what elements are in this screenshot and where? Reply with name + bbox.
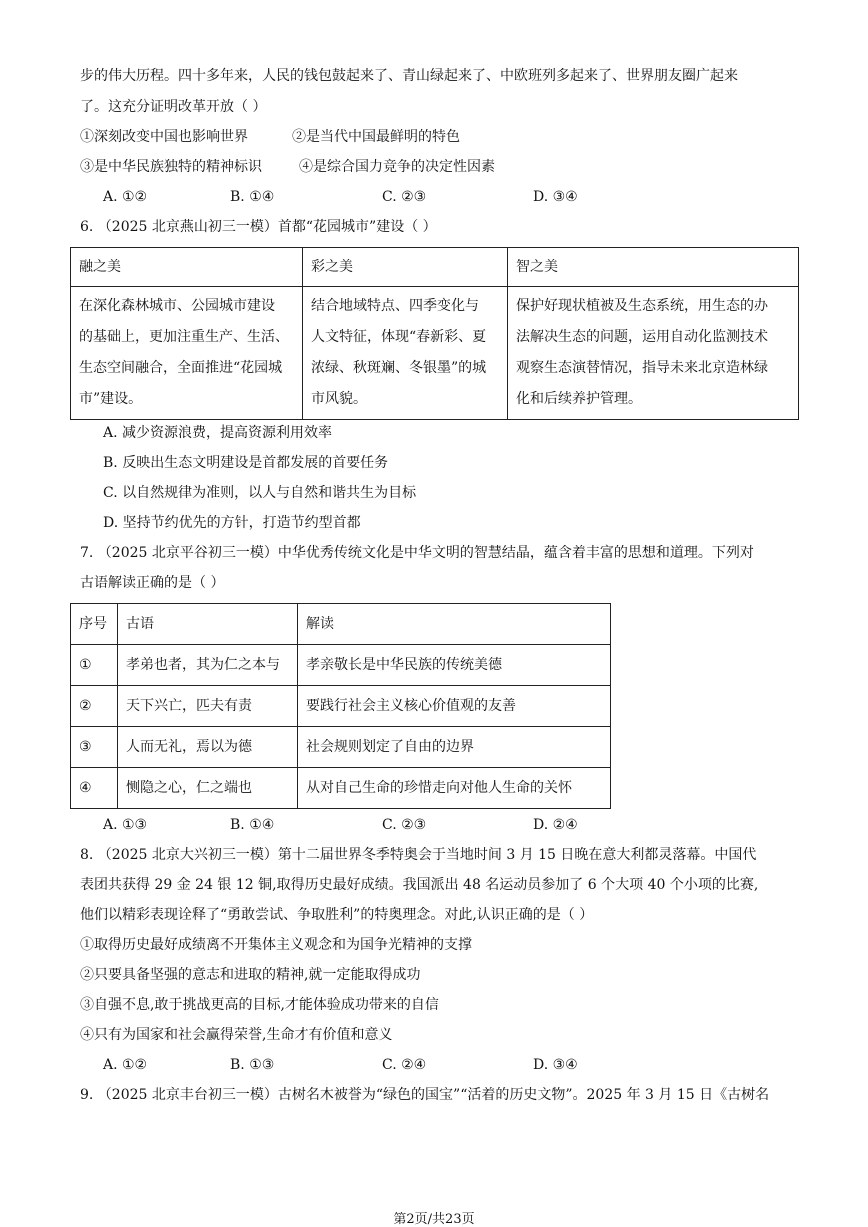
q5-statement-1: ①深刻改变中国也影响世界 (80, 129, 248, 145)
table-header-cell: 智之美 (508, 248, 799, 287)
q5-statement-3: ③是中华民族独特的精神标识 (80, 159, 262, 175)
table-cell: ① (71, 645, 118, 686)
q8-statement-2: ②只要具备坚强的意志和进取的精神,就一定能取得成功 (80, 967, 421, 983)
q7-table (70, 603, 611, 809)
q7-option-d: D. ②④ (533, 817, 578, 833)
cell-line: 市风貌。 (311, 391, 367, 407)
cell-line: 生态空间融合，全面推进“花园城 (79, 360, 283, 376)
q7-stem-line2: 古语解读正确的是（ ） (80, 575, 225, 591)
q5-option-d: D. ③④ (533, 189, 578, 205)
page-number: 第2页/共23页 (393, 1212, 475, 1227)
cell-line: 保护好现状植被及生态系统，用生态的办 (516, 298, 768, 314)
q8-option-a: A. ①② (103, 1057, 148, 1073)
q8-statement-3: ③自强不息,敢于挑战更高的目标,才能体验成功带来的自信 (80, 997, 439, 1013)
table-cell (71, 287, 303, 420)
q6-stem: 6. （2025 北京燕山初三一模）首都“花园城市”建设（ ） (80, 219, 437, 235)
cell-line: 人文特征，体现“春新彩、夏 (311, 329, 487, 345)
cell-line: 化和后续养护管理。 (516, 391, 642, 407)
q6-option-a: A. 减少资源浪费，提高资源利用效率 (103, 425, 333, 441)
table-header-cell: 彩之美 (303, 248, 508, 287)
table-cell: 孝弟也者，其为仁之本与 (118, 645, 298, 686)
table-cell (303, 287, 508, 420)
q5-stem-line2: 了。这充分证明改革开放（ ） (80, 99, 267, 115)
q8-stem-line1: 8. （2025 北京大兴初三一模）第十二届世界冬季特奥会于当地时间 3 月 15 日晚在意大利都灵落幕。中国代 (80, 847, 757, 863)
q6-table (70, 247, 799, 420)
q9-stem-line1: 9. （2025 北京丰台初三一模）古树名木被誉为“绿色的国宝”“活着的历史文物”。2025 年 3 月 15 日《古树名 (80, 1087, 770, 1103)
table-cell (508, 287, 799, 420)
q8-option-c: C. ②④ (382, 1057, 427, 1073)
q5-option-c: C. ②③ (382, 189, 427, 205)
q7-stem-line1: 7. （2025 北京平谷初三一模）中华优秀传统文化是中华文明的智慧结晶，蕴含着丰富的思想和道理。下列对 (80, 545, 754, 561)
cell-line: 结合地域特点、四季变化与 (311, 298, 479, 314)
q8-stem-line2: 表团共获得 29 金 24 银 12 铜,取得历史最好成绩。我国派出 48 名运动员参加了 6 个大项 40 个小项的比赛, (80, 877, 759, 893)
cell-line: 市”建设。 (79, 391, 143, 407)
table-cell: 从对自己生命的珍惜走向对他人生命的关怀 (298, 768, 611, 809)
table-header-row (71, 248, 799, 287)
q6-option-b: B. 反映出生态文明建设是首都发展的首要任务 (103, 455, 389, 471)
q5-statement-4: ④是综合国力竞争的决定性因素 (299, 159, 495, 175)
table-row (71, 768, 611, 809)
cell-line: 浓绿、秋斑斓、冬银墨”的城 (311, 360, 487, 376)
q8-stem-line3: 他们以精彩表现诠释了“勇敢尝试、争取胜利”的特奥理念。对此,认识正确的是（ ） (80, 907, 594, 923)
q8-statement-4: ④只有为国家和社会赢得荣誉,生命才有价值和意义 (80, 1027, 393, 1043)
table-cell: 人而无礼，焉以为德 (118, 727, 298, 768)
q5-statement-2: ②是当代中国最鲜明的特色 (292, 129, 460, 145)
q8-statement-1: ①取得历史最好成绩离不开集体主义观念和为国争光精神的支撑 (80, 937, 472, 953)
table-cell: 恻隐之心，仁之端也 (118, 768, 298, 809)
cell-line: 在深化森林城市、公园城市建设 (79, 298, 275, 314)
table-cell: 天下兴亡，匹夫有责 (118, 686, 298, 727)
table-row (71, 727, 611, 768)
table-cell: ③ (71, 727, 118, 768)
table-cell: 要践行社会主义核心价值观的友善 (298, 686, 611, 727)
table-row (71, 287, 799, 420)
table-cell: ② (71, 686, 118, 727)
table-row (71, 645, 611, 686)
table-header-cell: 序号 (71, 604, 118, 645)
q5-stem-line1: 步的伟大历程。四十多年来，人民的钱包鼓起来了、青山绿起来了、中欧班列多起来了、世界朋友圈广起来 (80, 68, 738, 84)
q8-option-d: D. ③④ (533, 1057, 578, 1073)
q7-option-a: A. ①③ (103, 817, 148, 833)
q6-option-d: D. 坚持节约优先的方针，打造节约型首都 (103, 515, 361, 531)
table-cell: ④ (71, 768, 118, 809)
q6-option-c: C. 以自然规律为准则，以人与自然和谐共生为目标 (103, 485, 417, 501)
q8-option-b: B. ①③ (230, 1057, 275, 1073)
q7-option-c: C. ②③ (382, 817, 427, 833)
table-row (71, 686, 611, 727)
table-header-cell: 解读 (298, 604, 611, 645)
q5-option-b: B. ①④ (230, 189, 275, 205)
q7-option-b: B. ①④ (230, 817, 275, 833)
table-header-row (71, 604, 611, 645)
table-header-cell: 古语 (118, 604, 298, 645)
table-header-cell: 融之美 (71, 248, 303, 287)
cell-line: 观察生态演替情况，指导未来北京造林绿 (516, 360, 768, 376)
cell-line: 的基础上，更加注重生产、生活、 (79, 329, 289, 345)
table-cell: 孝亲敬长是中华民族的传统美德 (298, 645, 611, 686)
table-cell: 社会规则划定了自由的边界 (298, 727, 611, 768)
q5-option-a: A. ①② (103, 189, 148, 205)
cell-line: 法解决生态的问题，运用自动化监测技术 (516, 329, 768, 345)
